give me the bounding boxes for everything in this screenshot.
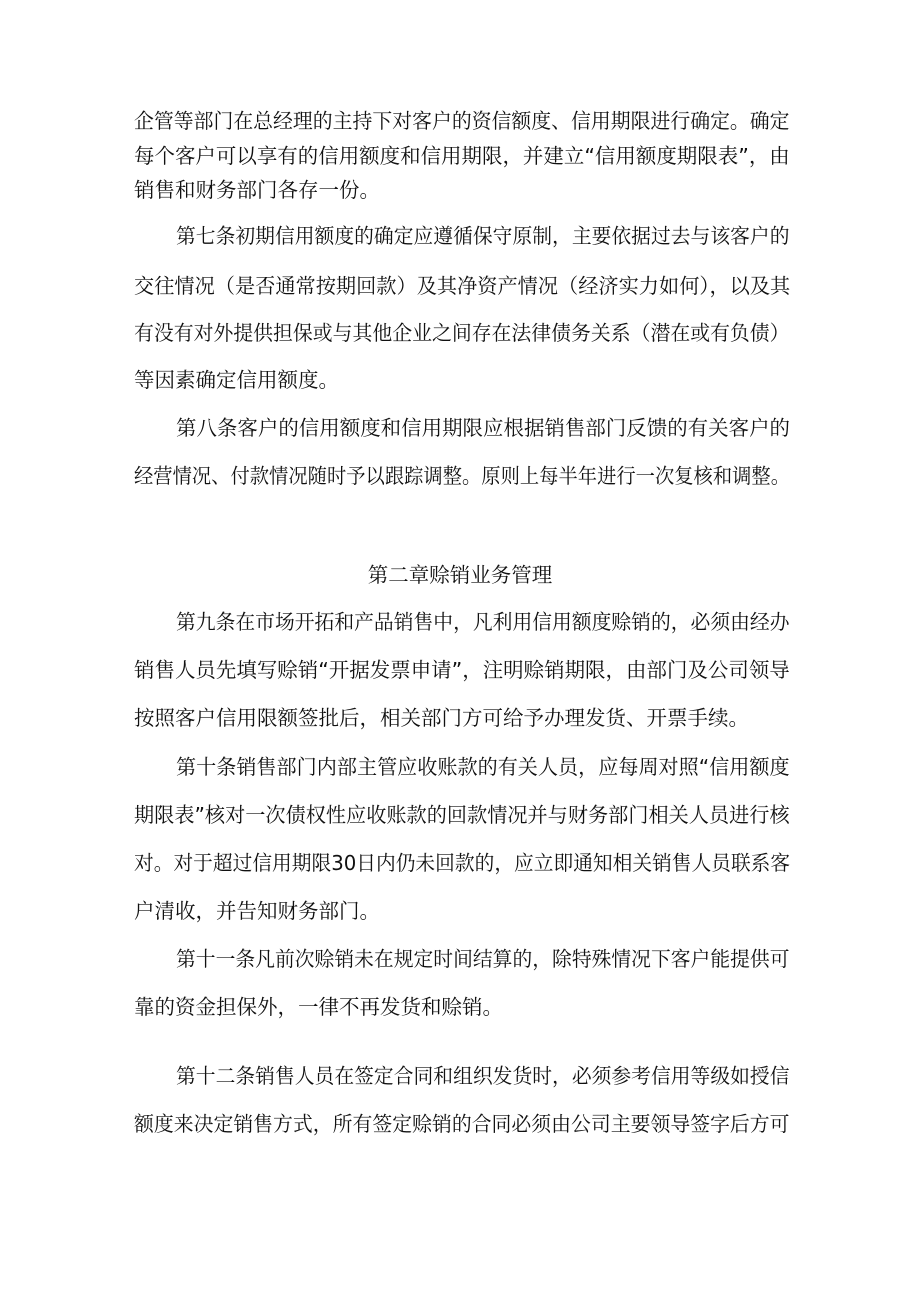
text-line: 第十一条凡前次赊销未在规定时间结算的，除特殊情况下客户能提供可: [176, 947, 790, 971]
text-line: 等因素确定信用额度。: [134, 368, 339, 392]
text-line: 期限表”核对一次债权性应收账款的回款情况并与财务部门相关人员进行核: [134, 803, 790, 827]
text-line: 额度来决定销售方式，所有签定赊销的合同必须由公司主要领导签字后方可: [134, 1112, 790, 1136]
text-line: 有没有对外提供担保或与其他企业之间存在法律债务关系（潜在或有负债）: [134, 321, 790, 345]
text-line: 企管等部门在总经理的主持下对客户的资信额度、信用期限进行确定。确定: [134, 109, 790, 133]
text-line: 第七条初期信用额度的确定应遵循保守原制，主要依据过去与该客户的: [176, 224, 790, 248]
text-line: 户清收，并告知财务部门。: [134, 899, 380, 923]
text-line: 靠的资金担保外，一律不再发货和赊销。: [134, 995, 503, 1019]
text-line: 第九条在市场开拓和产品销售中，凡利用信用额度赊销的，必须由经办: [176, 610, 790, 634]
chapter-heading: 第二章赊销业务管理: [367, 563, 553, 587]
text-line: 第八条客户的信用额度和信用期限应根据销售部门反馈的有关客户的: [176, 416, 791, 440]
text-line: 交往情况（是否通常按期回款）及其净资产情况（经济实力如何），以及其: [134, 274, 791, 298]
text-line: 销售人员先填写赊销“开据发票申请”，注明赊销期限，由部门及公司领导: [134, 658, 790, 682]
text-line: 每个客户可以享有的信用额度和信用期限，并建立“信用额度期限表”，由: [134, 144, 790, 168]
text-line: 第十二条销售人员在签定合同和组织发货时，必须参考信用等级如授信: [176, 1064, 790, 1088]
text-line: 第十条销售部门内部主管应收账款的有关人员，应每周对照“信用额度: [176, 755, 790, 779]
text-line: 按照客户信用限额签批后，相关部门方可给予办理发货、开票手续。: [134, 706, 749, 730]
text-line: 经营情况、付款情况随时予以跟踪调整。原则上每半年进行一次复核和调整。: [134, 464, 791, 488]
text-line: 对。对于超过信用期限30日内仍未回款的，应立即通知相关销售人员联系客: [134, 851, 791, 875]
text-line: 销售和财务部门各存一份。: [134, 178, 380, 202]
